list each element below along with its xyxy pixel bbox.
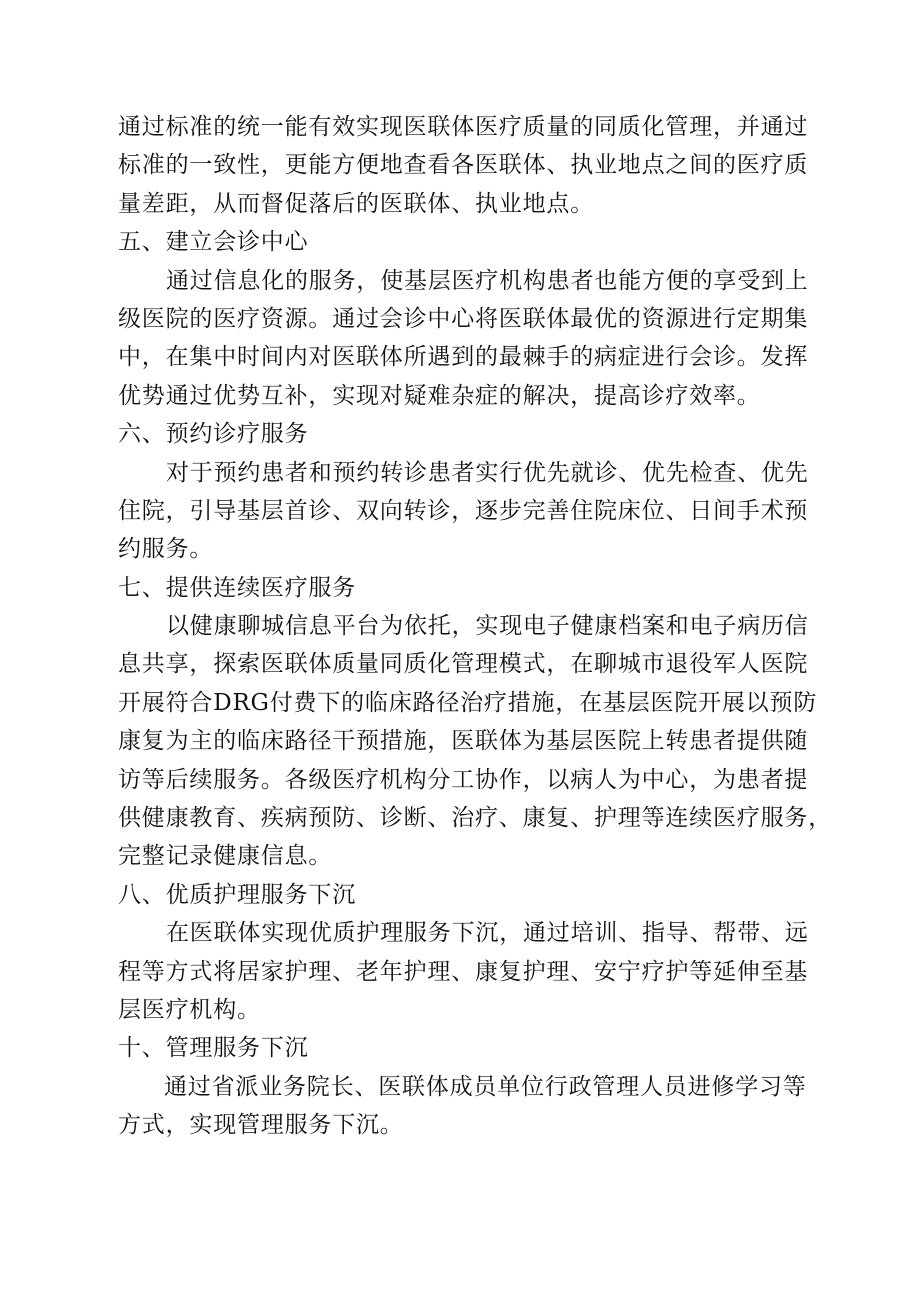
section-5 [118, 223, 808, 415]
paragraph-line: 通过信息化的服务，使基层医疗机构患者也能方便的享受到上 [166, 267, 809, 294]
paragraph-line: 通过标准的统一能有效实现医联体医疗质量的同质化管理，并通过 [118, 114, 809, 140]
paragraph-line: 通过省派业务院长、医联体成员单位行政管理人员进修学习等 [164, 1073, 807, 1100]
paragraph-line: 优势通过优势互补，实现对疑难杂症的解决，提高诊疗效率。 [118, 382, 761, 409]
paragraph-line: 中，在集中时间内对医联体所遇到的最棘手的病症进行会诊。发挥 [118, 344, 809, 371]
paragraph-line: 住院，引导基层首诊、双向转诊，逐步完善住院床位、日间手术预 [118, 497, 809, 524]
section-heading: 七、提供连续医疗服务 [118, 574, 356, 601]
paragraph-line: 量差距，从而督促落后的医联体、执业地点。 [118, 190, 594, 217]
section-6 [118, 415, 808, 569]
paragraph-line: 以健康聊城信息平台为依托，实现电子健康档案和电子病历信 [166, 613, 809, 640]
section-heading: 五、建立会诊中心 [118, 229, 309, 256]
paragraph-line: 开展符合DRG付费下的临床路径治疗措施，在基层医院开展以预防 [118, 689, 818, 716]
paragraph-line: 方式，实现管理服务下沉。 [118, 1112, 404, 1139]
paragraph-line: 层医疗机构。 [118, 996, 261, 1023]
paragraph-line: 息共享，探索医联体质量同质化管理模式，在聊城市退役军人医院 [118, 651, 809, 678]
document-body [118, 108, 832, 1145]
paragraph-line: 供健康教育、疾病预防、诊断、治疗、康复、护理等连续医疗服务， [118, 805, 832, 832]
section-7 [118, 569, 832, 876]
paragraph-line: 程等方式将居家护理、老年护理、康复护理、安宁疗护等延伸至基 [118, 958, 809, 985]
paragraph-line: 标准的一致性，更能方便地查看各医联体、执业地点之间的医疗质 [118, 152, 809, 179]
paragraph-line: 康复为主的临床路径干预措施，医联体为基层医院上转患者提供随 [118, 728, 809, 755]
section-heading: 八、优质护理服务下沉 [118, 881, 356, 908]
paragraph-line: 完整记录健康信息。 [118, 843, 333, 870]
section-4-continuation [118, 108, 808, 223]
paragraph-line: 级医院的医疗资源。通过会诊中心将医联体最优的资源进行定期集 [118, 305, 809, 332]
paragraph-line: 在医联体实现优质护理服务下沉，通过培训、指导、帮带、远 [166, 920, 809, 947]
section-10 [118, 1029, 808, 1144]
paragraph-line: 对于预约患者和预约转诊患者实行优先就诊、优先检查、优先 [166, 459, 809, 486]
section-heading: 六、预约诊疗服务 [118, 421, 309, 448]
paragraph-line: 访等后续服务。各级医疗机构分工协作，以病人为中心，为患者提 [118, 766, 809, 793]
section-heading: 十、管理服务下沉 [118, 1035, 309, 1062]
paragraph-line: 约服务。 [118, 536, 214, 563]
section-8 [118, 876, 808, 1030]
